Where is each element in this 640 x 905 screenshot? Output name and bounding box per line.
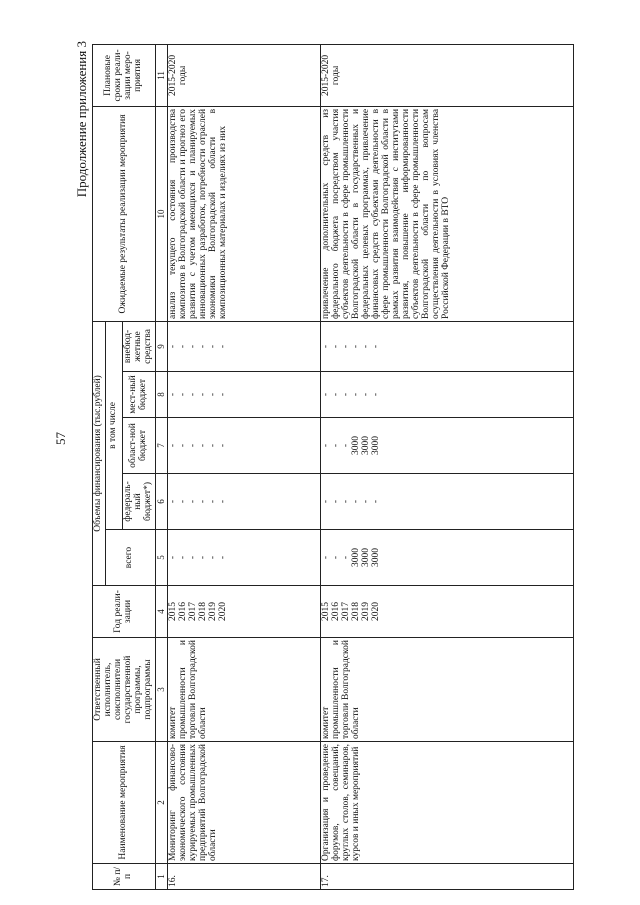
program-table <box>92 44 574 890</box>
funding-federal: - - - - - - <box>321 474 574 530</box>
implementation-years: 2015 2016 2017 2018 2019 2020 <box>168 586 321 638</box>
column-number: 5 <box>155 530 167 586</box>
header-no: № п/п <box>93 864 156 890</box>
column-number: 6 <box>155 474 167 530</box>
column-number: 4 <box>155 586 167 638</box>
expected-results: привлечение дополнительных средств из федерального бюджета посредством участия субъектов деятельности в сфере промышленности Волгоградской области в государственных и федеральных целевых программах, привлечение финансовых средств субъектами деятельности в сфере промышленности Волгоградской области в рамках развития взаимодействия с институтами развития, повышение информированности субъектов деятельности в сфере промышленности Волгоградской области по вопросам осуществления деятельности в условиях членства Российской Федерации в ВТО <box>321 106 574 321</box>
rotated-page <box>74 35 630 890</box>
column-number-row <box>155 44 167 889</box>
column-number: 8 <box>155 372 167 418</box>
page-number: 57 <box>53 432 68 445</box>
header-federal: федераль-ный бюджет*) <box>122 474 155 530</box>
funding-regional: - - - 3000 3000 3000 <box>321 418 574 474</box>
expected-results: анализ текущего состояния производства композитов в Волгоградской области и прогноз его развития с учетом имеющихся и планируемых инновационных разработок, потребности отраслей экономики Волгоградской области в композиционных материалах и изделиях из них <box>168 106 321 321</box>
header-deadline: Плановые сроки реали-зации меро-приятия <box>93 44 156 106</box>
responsible-executor: комитет промышленности и торговли Волгоградской области <box>168 638 321 742</box>
funding-regional: - - - - - - <box>168 418 321 474</box>
row-number: 16. <box>168 864 321 890</box>
header-extra: внебюд-жетные средства <box>122 321 155 371</box>
table-row <box>321 44 574 889</box>
column-number: 2 <box>155 742 167 864</box>
header-funding: Объемы финансирования (тыс.рублей) <box>93 321 106 585</box>
planned-deadline: 2015-2020 годы <box>168 44 321 106</box>
header-including: в том числе <box>105 321 122 529</box>
column-number: 9 <box>155 321 167 371</box>
funding-extra: - - - - - - <box>321 321 574 371</box>
column-number: 3 <box>155 638 167 742</box>
planned-deadline: 2015-2020 годы <box>321 44 574 106</box>
funding-local: - - - - - - <box>168 372 321 418</box>
header-regional: област-ной бюджет <box>122 418 155 474</box>
column-number: 10 <box>155 106 167 321</box>
header-year: Год реали-зации <box>93 586 156 638</box>
table-row <box>168 44 321 889</box>
header-name: Наименование мероприятия <box>93 742 156 864</box>
row-number: 17. <box>321 864 574 890</box>
activity-name: Мониторинг финансово-экономического состояния курируемых промышленных предприятий Волгоградской области <box>168 742 321 864</box>
funding-total: - - - - - - <box>168 530 321 586</box>
column-number: 7 <box>155 418 167 474</box>
funding-total: - - - 3000 3000 3000 <box>321 530 574 586</box>
funding-federal: - - - - - - <box>168 474 321 530</box>
continuation-header: Продолжение приложения 3 <box>74 41 89 198</box>
header-results: Ожидаемые результаты реализации мероприятия <box>93 106 156 321</box>
implementation-years: 2015 2016 2017 2018 2019 2020 <box>321 586 574 638</box>
header-total: всего <box>105 530 155 586</box>
header-responsible: Ответственный исполнитель, соисполнители государственной программы, подпрограммы <box>93 638 156 742</box>
funding-local: - - - - - - <box>321 372 574 418</box>
header-local: мест-ный бюджет <box>122 372 155 418</box>
responsible-executor: комитет промышленности и торговли Волгоградской области <box>321 638 574 742</box>
column-number: 11 <box>155 44 167 106</box>
activity-name: Организация и проведение форумов, совещаний, круглых столов, семинаров, курсов и иных мероприятий <box>321 742 574 864</box>
funding-extra: - - - - - - <box>168 321 321 371</box>
column-number: 1 <box>155 864 167 890</box>
